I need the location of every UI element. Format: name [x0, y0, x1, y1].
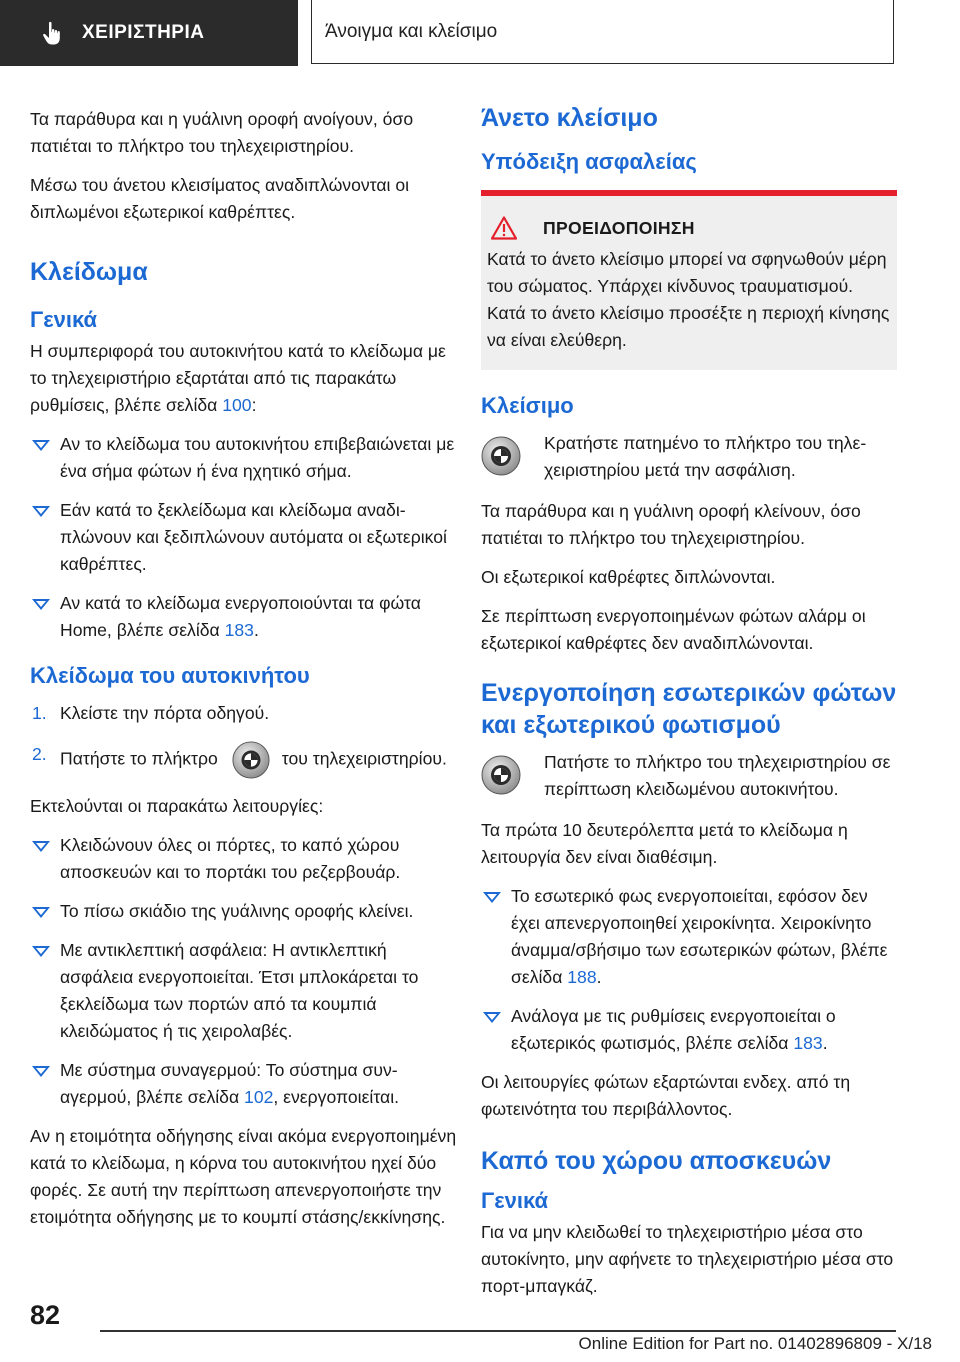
bullet-triangle-icon: [32, 907, 50, 918]
text: Κλειδώνουν όλες οι πόρτες, το καπό χώρου αποσκευών και το πορτάκι του ρεζερβουάρ.: [60, 835, 401, 882]
text: .: [596, 967, 602, 987]
key-instruction: [481, 430, 897, 484]
bmw-key-button-icon: [481, 436, 521, 476]
page-link[interactable]: 183: [224, 620, 254, 640]
heading-comfort-closing: Άνετο κλείσιμο: [481, 104, 658, 132]
text: , ενεργοποιείται.: [273, 1087, 399, 1107]
text: Η συμπεριφορά του αυτοκινήτου κατά το κλείδωμα με το τηλεχειριστήριο εξαρτάται από τις παρακάτω ρυθμίσεις, βλέπε σελίδα: [30, 341, 446, 415]
paragraph: Τα παράθυρα και η γυάλινη οροφή ανοίγουν, όσο πατιέται το πλήκτρο του τηλεχειριστηρίου.: [30, 109, 414, 156]
bullet-list: [481, 883, 897, 1057]
key-instruction-text: Πατήστε το πλήκτρο του τηλεχειριστηρίου σε περίπτωση κλειδωμένου αυτοκινήτου.: [544, 752, 891, 799]
page-link[interactable]: 102: [244, 1087, 274, 1107]
left-column: [30, 106, 460, 1243]
warning-box: [481, 190, 897, 370]
list-item: [30, 590, 460, 644]
right-column: [481, 106, 897, 1312]
paragraph: Τα παράθυρα και η γυάλινη οροφή κλείνουν, όσο πατιέται το πλήκτρο του τηλεχειριστηρίου.: [481, 501, 861, 548]
page-link[interactable]: 100: [222, 395, 252, 415]
key-instruction: [481, 749, 897, 803]
heading-locking: Κλείδωμα: [30, 258, 148, 286]
paragraph: [30, 338, 460, 419]
list-item: [30, 937, 460, 1045]
text: .: [822, 1033, 828, 1053]
footer-divider: [100, 1330, 896, 1332]
footer-edition: Online Edition for Part no. 01402896809 - X/18: [578, 1334, 932, 1353]
key-instruction-text: Κρατήστε πατημένο το πλήκτρο του τηλεχειριστηρίου μετά την ασφάλιση.: [544, 433, 867, 480]
list-item: [30, 700, 460, 727]
bullet-list: [30, 431, 460, 644]
text: Αν κατά το κλείδωμα ενεργοποιούνται τα φώτα Home, βλέπε σελίδα: [60, 593, 421, 640]
text: Ανάλογα με τις ρυθμίσεις ενεργοποιείται ο εξωτερικός φωτισμός, βλέπε σελίδα: [511, 1006, 836, 1053]
list-item: [30, 1057, 460, 1111]
list-item: [481, 1003, 897, 1057]
page-header: [0, 0, 960, 66]
text: Με σύστημα συναγερμού: Το σύστημα συναγερμού, βλέπε σελίδα: [60, 1060, 398, 1107]
bmw-key-button-icon: [232, 741, 270, 779]
subheading-general: Γενικά: [481, 1188, 549, 1213]
page-link[interactable]: 188: [567, 967, 597, 987]
paragraph: Σε περίπτωση ενεργοποιημένων φώτων αλάρμ οι εξωτερικοί καθρέφτες δεν αναδιπλώνονται.: [481, 606, 866, 653]
paragraph: Οι εξωτερικοί καθρέφτες διπλώνονται.: [481, 567, 776, 587]
chapter-box: [311, 0, 894, 64]
subheading-safety: Υπόδειξη ασφαλείας: [481, 149, 697, 174]
subheading-closing: Κλείσιμο: [481, 393, 574, 418]
page-link[interactable]: 183: [793, 1033, 823, 1053]
text: Το πίσω σκιάδιο της γυάλινης οροφής κλείνει.: [60, 901, 414, 921]
hand-pointer-icon: [40, 20, 66, 46]
paragraph: Μέσω του άνετου κλεισίματος αναδιπλώνονται οι διπλωμένοι εξωτερικοί καθρέπτες.: [30, 175, 410, 222]
bullet-triangle-icon: [32, 1066, 50, 1077]
subheading-general: Γενικά: [30, 307, 98, 332]
text: Πατήστε το πλήκτρο: [60, 748, 218, 769]
subheading-car-lock: Κλείδωμα του αυτοκινήτου: [30, 663, 310, 688]
paragraph: Τα πρώτα 10 δευτερόλεπτα μετά το κλείδωμα η λειτουργία δεν είναι διαθέσιμη.: [481, 820, 848, 867]
warning-text: Κατά το άνετο κλείσιμο μπορεί να σφηνωθούν μέρη του σώματος. Υπάρχει κίνδυνος τραυματισμού. Κατά το άνετο κλείσιμο προσέξτε η περιοχή κίνησης να είναι ελεύθερη.: [487, 249, 890, 350]
heading-trunk: Καπό του χώρου αποσκευών: [481, 1147, 832, 1175]
warning-title: ΠΡΟΕΙΔΟΠΟΙΗΣΗ: [543, 217, 695, 238]
bullet-triangle-icon: [32, 440, 50, 451]
paragraph: Για να μην κλειδωθεί το τηλεχειριστήριο μέσα στο αυτοκίνητο, μην αφήνετε το τηλεχειριστήριο μέσα στο πορτ-μπαγκάζ.: [481, 1222, 894, 1296]
text: Το εσωτερικό φως ενεργοποιείται, εφόσον δεν έχει απενεργοποιηθεί χειροκίνητα. Χειροκίνητο άναμμα/σβήσιμο των εσωτερικών φώτων, βλέπε σελίδα: [511, 886, 888, 987]
bullet-triangle-icon: [32, 599, 50, 610]
text: Εάν κατά το ξεκλείδωμα και κλείδωμα αναδιπλώνουν και ξεδιπλώνουν αυτόματα οι εξωτερικοί καθρέπτες.: [60, 500, 447, 574]
list-item: [30, 898, 460, 925]
bmw-key-button-icon: [481, 755, 521, 795]
paragraph: Αν η ετοιμότητα οδήγησης είναι ακόμα ενεργοποιημένη κατά το κλείδωμα, η κόρνα του αυτοκινήτου ηχεί δύο φορές. Σε αυτή την περίπτωση απενεργοποιήστε την ετοιμότητα οδήγησης με το κουμπί στάσης/εκκίνησης.: [30, 1126, 457, 1227]
text: Κλείστε την πόρτα οδηγού.: [60, 703, 270, 723]
list-item: [30, 741, 460, 779]
list-item: [30, 832, 460, 886]
list-item: [481, 883, 897, 991]
text: :: [251, 395, 257, 415]
chapter-title: Άνοιγμα και κλείσιμο: [325, 20, 498, 42]
section-title: ΧΕΙΡΙΣΤΗΡΙΑ: [82, 22, 205, 43]
step-number: 2.: [32, 744, 47, 764]
bullet-list: [30, 832, 460, 1111]
paragraph: Οι λειτουργίες φώτων εξαρτώνται ενδεχ. από τη φωτεινότητα του περιβάλλοντος.: [481, 1072, 851, 1119]
bullet-triangle-icon: [32, 946, 50, 957]
list-item: [30, 431, 460, 485]
warning-triangle-icon: [491, 216, 517, 240]
bullet-triangle-icon: [32, 506, 50, 517]
list-item: [30, 497, 460, 578]
bullet-triangle-icon: [483, 892, 501, 903]
section-tab: [0, 0, 298, 66]
step-number: 1.: [32, 703, 47, 723]
text: .: [253, 620, 259, 640]
text: Με αντικλεπτική ασφάλεια: Η αντικλεπτική ασφάλεια ενεργοποιείται. Έτσι μπλοκάρεται το ξεκλείδωμα των πορτών από τα κουμπιά κλειδώματος ή τις χειρολαβές.: [60, 940, 419, 1041]
bullet-triangle-icon: [483, 1012, 501, 1023]
warning-title-row: [491, 216, 891, 240]
bullet-triangle-icon: [32, 841, 50, 852]
heading-lights: Ενεργοποίηση εσωτερικών φώτων και εξωτερικού φωτισμού: [481, 679, 897, 739]
paragraph: Εκτελούνται οι παρακάτω λειτουργίες:: [30, 796, 324, 816]
text: Αν το κλείδωμα του αυτοκινήτου επιβεβαιώνεται με ένα σήμα φώτων ή ένα ηχητικό σήμα.: [60, 434, 455, 481]
text: του τηλεχειριστηρίου.: [281, 748, 447, 769]
numbered-list: [30, 700, 460, 779]
page-number: 82: [30, 1300, 61, 1330]
